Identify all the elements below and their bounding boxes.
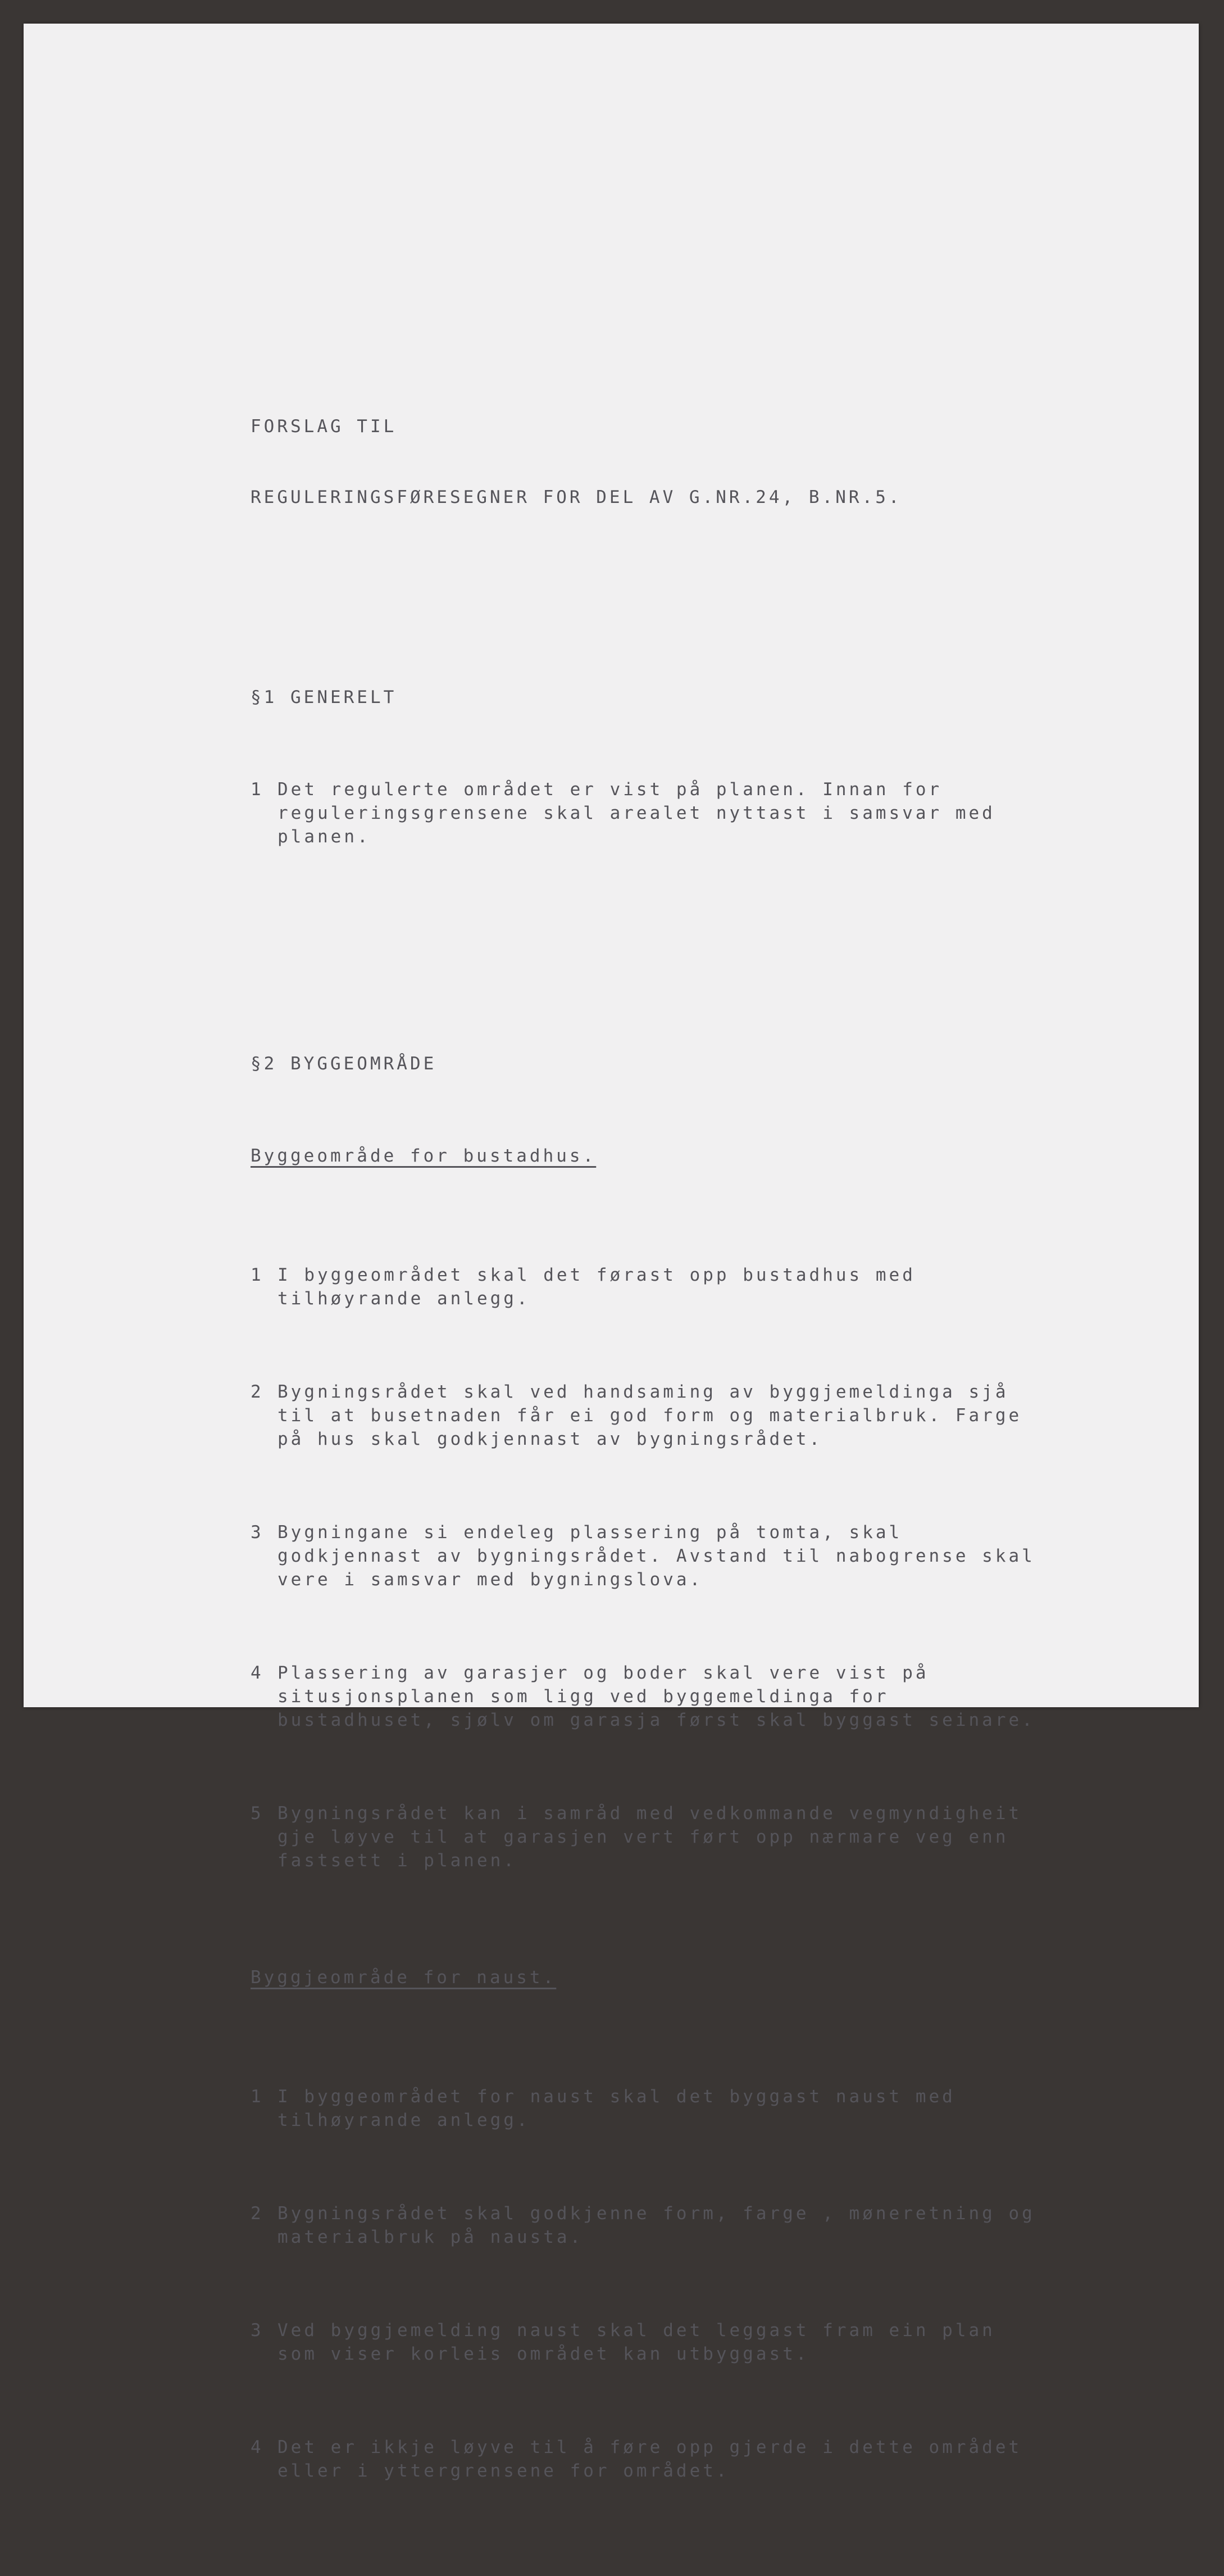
bustadhus-paragraph-1 xyxy=(251,1263,1127,1310)
bustadhus-paragraph-4 xyxy=(251,1661,1127,1732)
naust-paragraph-3 xyxy=(251,2319,1127,2366)
document-title xyxy=(251,368,1127,556)
subsection-bustadhus-heading: Byggeområde for bustadhus. xyxy=(251,1146,597,1166)
paragraph-number: 2 xyxy=(251,1382,264,1402)
section-1-paragraph-1 xyxy=(251,778,1127,849)
paragraph-number: 3 xyxy=(251,1522,264,1543)
section-2-heading: §2 BYGGEOMRÅDE xyxy=(251,1054,437,1074)
section-1-heading: §1 GENERELT xyxy=(251,687,397,708)
paragraph-number: 4 xyxy=(251,1663,264,1683)
bustadhus-paragraph-3 xyxy=(251,1521,1127,1591)
paragraph-text: I byggeområdet skal det førast opp bustadhus med tilhøyrande anlegg. xyxy=(277,1265,916,1309)
document-body xyxy=(251,297,1127,2576)
naust-paragraph-4 xyxy=(251,2436,1127,2483)
paragraph-number: 4 xyxy=(251,2437,264,2457)
subsection-naust-heading: Byggjeområde for naust. xyxy=(251,1967,557,1988)
paragraph-number: 1 xyxy=(251,2087,264,2107)
naust-paragraph-1 xyxy=(251,2085,1127,2132)
bustadhus-paragraph-2 xyxy=(251,1380,1127,1451)
paragraph-number: 3 xyxy=(251,2320,264,2341)
paragraph-number: 1 xyxy=(251,1265,264,1285)
paragraph-text: Bygningsrådet skal ved handsaming av byggjemeldinga sjå til at busetnaden får ei god form og materialbruk. Farge på hus skal godkjennast av bygningsrådet. xyxy=(277,1382,1022,1449)
naust-paragraph-2 xyxy=(251,2202,1127,2249)
title-line-1: FORSLAG TIL xyxy=(251,416,397,437)
paragraph-number: 5 xyxy=(251,1803,264,1824)
paper-sheet xyxy=(24,24,1199,2481)
paragraph-text: Bygningane si endeleg plassering på tomta, skal godkjennast av bygningsrådet. Avstand til nabogrense skal vere i samsvar med bygningslova. xyxy=(277,1522,1035,1590)
paragraph-text: Det er ikkje løyve til å føre opp gjerde i dette området eller i yttergrensene for området. xyxy=(277,2437,1022,2481)
paragraph-number: 1 xyxy=(251,779,264,800)
paragraph-text: Bygningsrådet skal godkjenne form, farge , møneretning og materialbruk på nausta. xyxy=(277,2203,1035,2247)
bustadhus-paragraph-5 xyxy=(251,1802,1127,1872)
title-line-2: REGULERINGSFØRESEGNER FOR DEL AV G.NR.24, B.NR.5. xyxy=(251,487,902,507)
paragraph-text: Plassering av garasjer og boder skal vere vist på situsjonsplanen som ligg ved byggemeldinga for bustadhuset, sjølv om garasja først skal byggast seinare. xyxy=(277,1663,1035,1730)
paragraph-text: Ved byggjemelding naust skal det leggast fram ein plan som viser korleis området kan utbyggast. xyxy=(277,2320,995,2364)
paragraph-text: I byggeområdet for naust skal det byggast naust med tilhøyrande anlegg. xyxy=(277,2087,955,2130)
paragraph-text: Bygningsrådet kan i samråd med vedkommande vegmyndigheit gje løyve til at garasjen vert ført opp nærmare veg enn fastsett i planen. xyxy=(277,1803,1022,1871)
paragraph-number: 2 xyxy=(251,2203,264,2224)
paragraph-text: Det regulerte området er vist på planen. Innan for reguleringsgrensene skal arealet nyttast i samsvar med planen. xyxy=(277,779,995,847)
